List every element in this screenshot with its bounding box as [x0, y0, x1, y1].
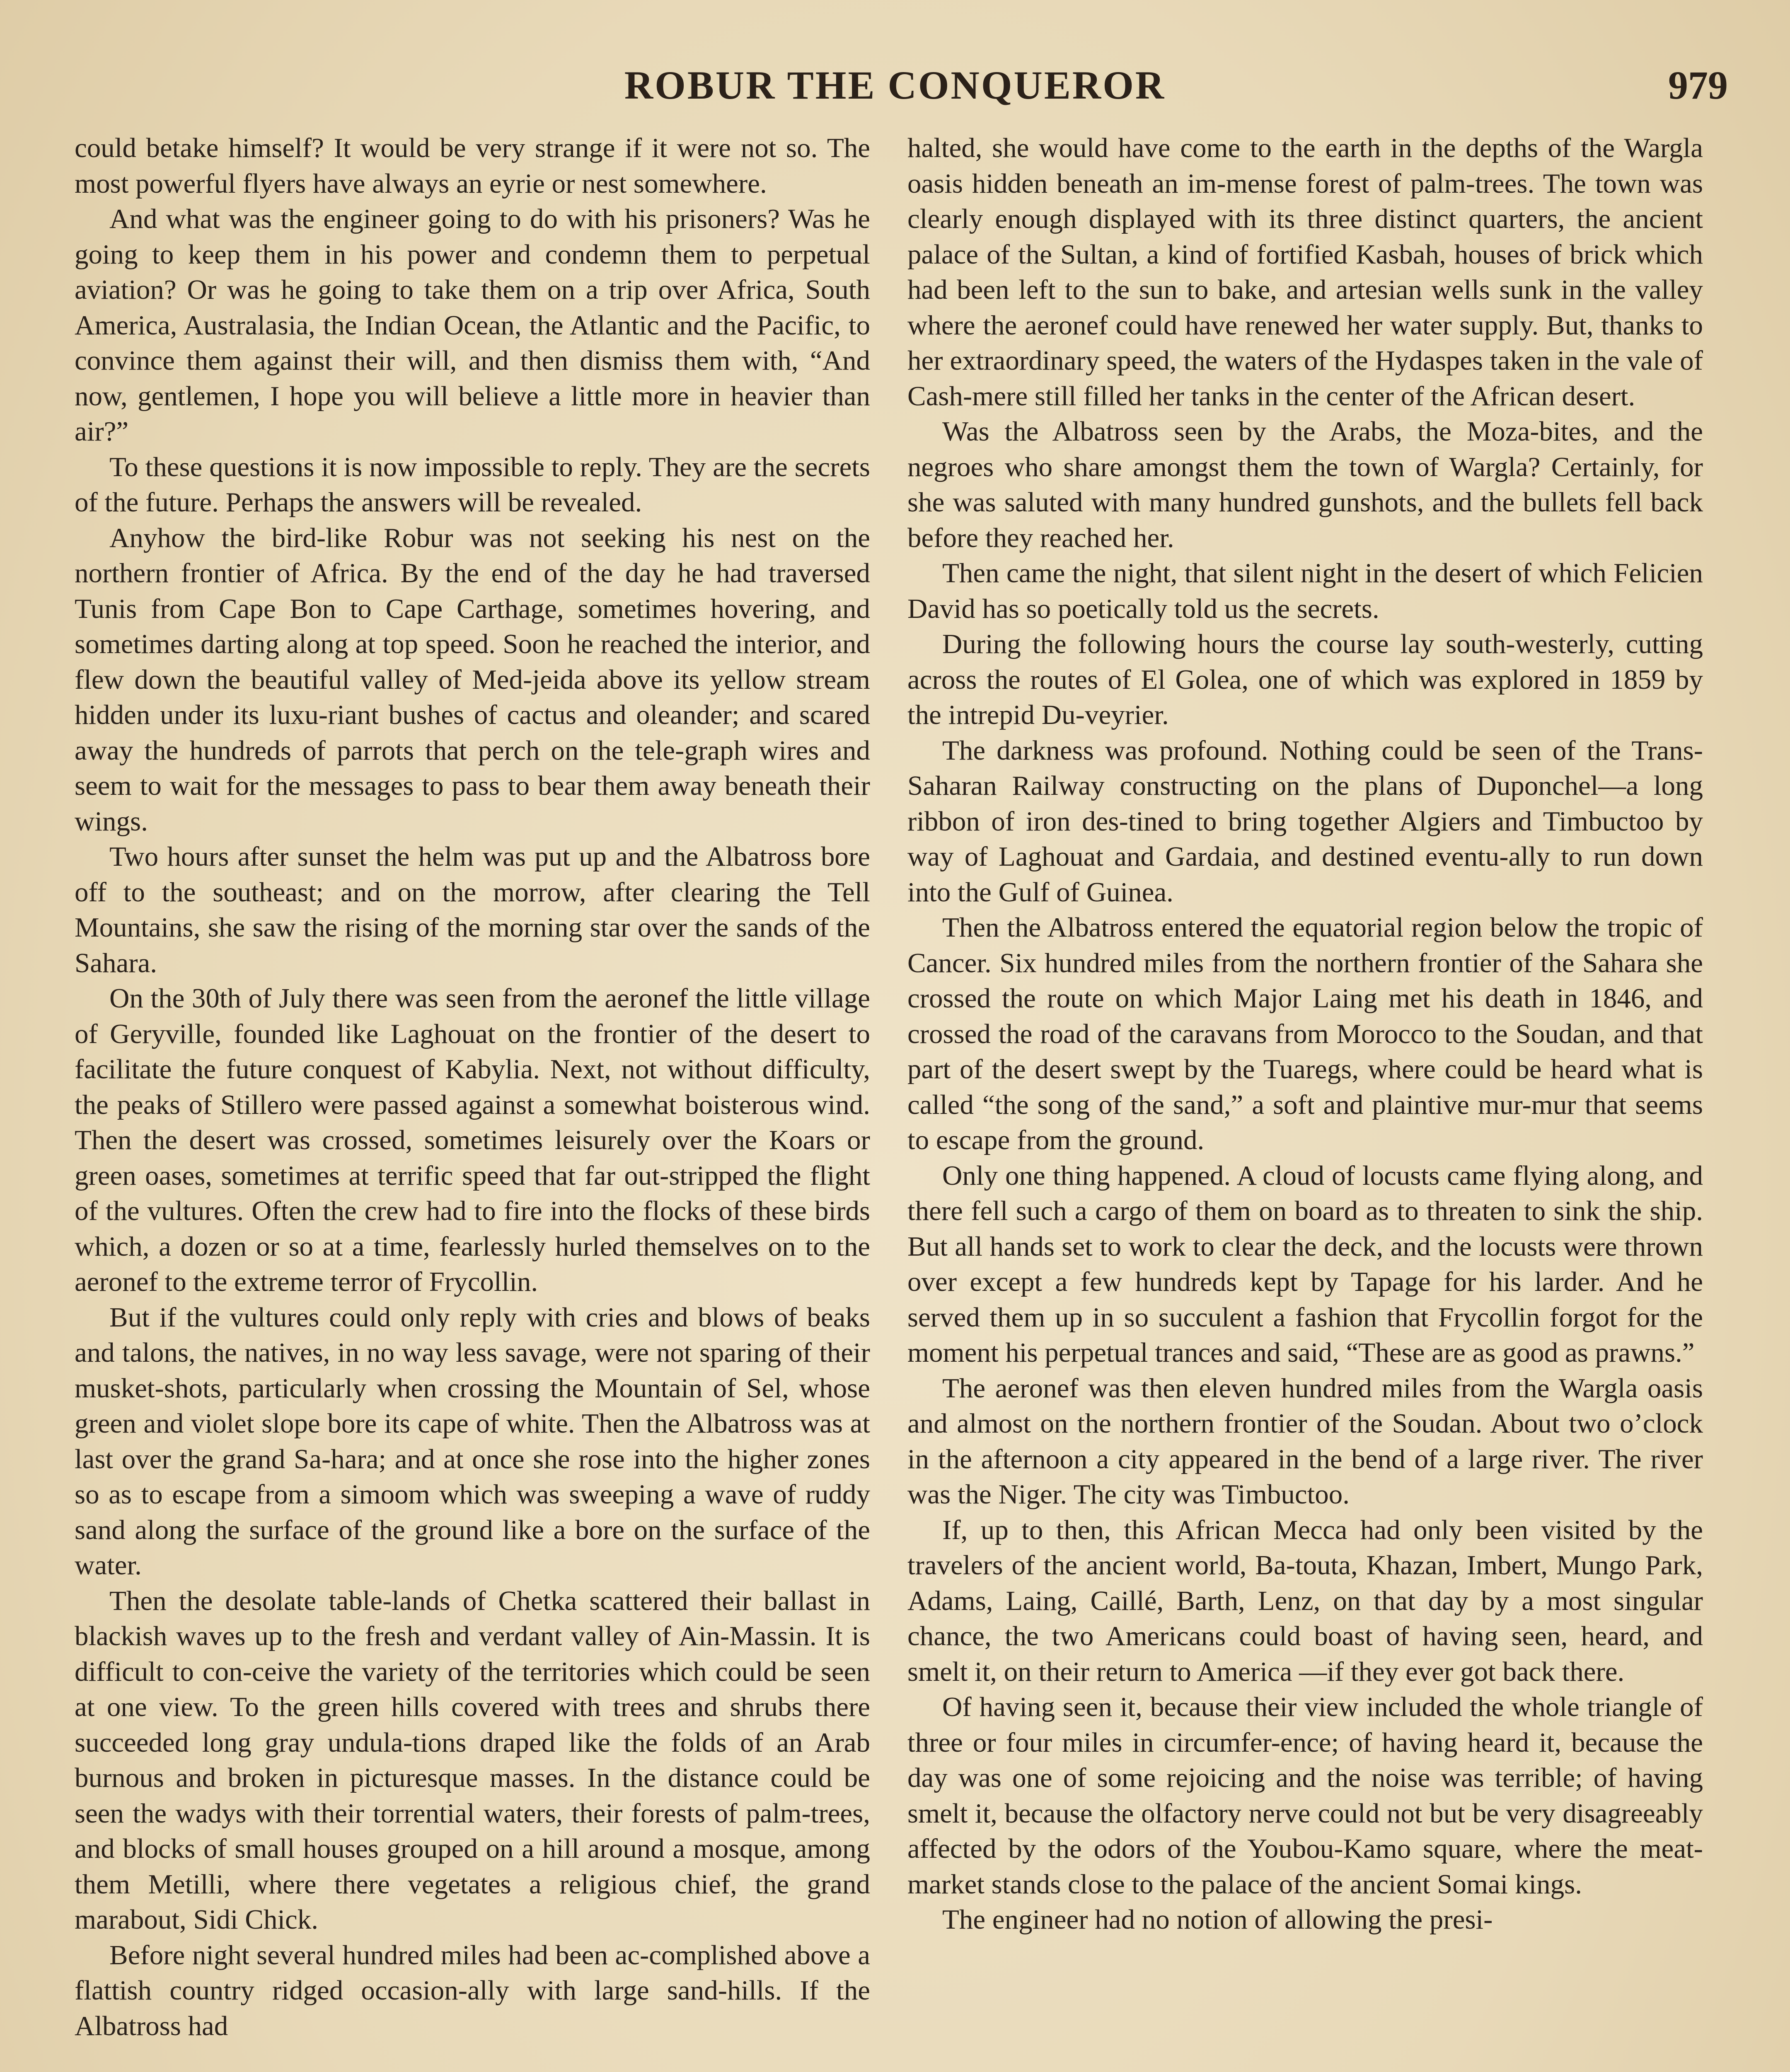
paragraph: On the 30th of July there was seen from the aeronef the little village of Geryville, founded like Laghouat on the frontier of the desert to facilitate the future conquest of Kabylia. Next, not without difficulty, the peaks of Stillero were passed against a somewhat boisterous wind. Then the desert was crossed, sometimes leisurely over the Koars or green oases, sometimes at terrific speed that far out-stripped the flight of the vultures. Often the crew had to fire into the flocks of these birds which, a dozen or so at a time, fearlessly hurled themselves on to the aeronef to the extreme terror of Frycollin. [75, 983, 870, 1297]
paragraph: Two hours after sunset the helm was put up and the Albatross bore off to the southeast; and on the morrow, after clearing the Tell Mountains, she saw the rising of the morning star over the sands of the Sahara. [75, 841, 870, 978]
paragraph: If, up to then, this African Mecca had only been visited by the travelers of the ancient world, Ba-touta, Khazan, Imbert, Mungo Park, Adams, Laing, Caillé, Barth, Lenz, on that day by a most singular chance, the two Americans could boast of having seen, heard, and smelt it, on their return to America —if they ever got back there. [907, 1514, 1703, 1687]
paragraph: Of having seen it, because their view included the whole triangle of three or four miles in circumfer-ence; of having heard it, because the day was one of some rejoicing and the noise was terrible; of having smelt it, because the olfactory nerve could not but be very disagreeably affected by the odors of the Youbou-Kamo square, where the meat-market stands close to the palace of the ancient Somai kings. [907, 1692, 1703, 1900]
page-number: 979 [1668, 63, 1728, 107]
right-column [907, 131, 1703, 1938]
paragraph: halted, she would have come to the earth in the depths of the Wargla oasis hidden beneath an im-mense forest of palm-trees. The town was clearly enough displayed with its three distinct quarters, the ancient palace of the Sultan, a kind of fortified Kasbah, houses of brick which had been left to the sun to bake, and artesian wells sunk in the valley where the aeronef could have renewed her water supply. But, thanks to her extraordinary speed, the waters of the Hydaspes taken in the vale of Cash-mere still filled her tanks in the center of the African desert. [907, 133, 1703, 411]
paragraph: And what was the engineer going to do with his prisoners? Was he going to keep them in his power and condemn them to perpetual aviation? Or was he going to take them on a trip over Africa, South America, Australasia, the Indian Ocean, the Atlantic and the Pacific, to convince them against their will, and then dismiss them with, “And now, gentlemen, I hope you will believe a little more in heavier than air?” [75, 203, 870, 447]
paragraph: Anyhow the bird-like Robur was not seeking his nest on the northern frontier of Africa. By the end of the day he had traversed Tunis from Cape Bon to Cape Carthage, sometimes hovering, and sometimes darting along at top speed. Soon he reached the interior, and flew down the beautiful valley of Med-jeida above its yellow stream hidden under its luxu-riant bushes of cactus and oleander; and scared away the hundreds of parrots that perch on the tele-graph wires and seem to wait for the messages to pass to bear them away beneath their wings. [75, 522, 870, 837]
paragraph: could betake himself? It would be very strange if it were not so. The most powerful flyers have always an eyrie or nest somewhere. [75, 133, 870, 199]
paragraph: Then came the night, that silent night in the desert of which Felicien David has so poetically told us the secrets. [907, 558, 1703, 624]
paragraph: The darkness was profound. Nothing could be seen of the Trans-Saharan Railway constructing on the plans of Duponchel—a long ribbon of iron des-tined to bring together Algiers and Timbuctoo by way of Laghouat and Gardaia, and destined eventu-ally to run down into the Gulf of Guinea. [907, 735, 1703, 908]
paragraph: Before night several hundred miles had been ac-complished above a flattish country ridged occasion-ally with large sand-hills. If the Albatross had [75, 1939, 870, 2041]
running-title: ROBUR THE CONQUEROR [624, 63, 1166, 107]
paragraph: The aeronef was then eleven hundred miles from the Wargla oasis and almost on the northern frontier of the Soudan. About two o’clock in the afternoon a city appeared in the bend of a large river. The river was the Niger. The city was Timbuctoo. [907, 1372, 1703, 1510]
paragraph: But if the vultures could only reply with cries and blows of beaks and talons, the natives, in no way less savage, were not sparing of their musket-shots, particularly when crossing the Mountain of Sel, whose green and violet slope bore its cape of white. Then the Albatross was at last over the grand Sa-hara; and at once she rose into the higher zones so as to escape from a simoom which was sweeping a wave of ruddy sand along the surface of the ground like a bore on the surface of the water. [75, 1302, 870, 1581]
running-header [0, 62, 1790, 120]
paragraph: Only one thing happened. A cloud of locusts came flying along, and there fell such a cargo of them on board as to threaten to sink the ship. But all hands set to work to clear the deck, and the locusts were thrown over except a few hundreds kept by Tapage for his larder. And he served them up in so succulent a fashion that Frycollin forgot for the moment his perpetual trances and said, “These are as good as prawns.” [907, 1160, 1703, 1368]
paragraph: Then the Albatross entered the equatorial region below the tropic of Cancer. Six hundred miles from the northern frontier of the Sahara she crossed the route on which Major Laing met his death in 1846, and crossed the road of the caravans from Morocco to the Soudan, and that part of the desert swept by the Tuaregs, where could be heard what is called “the song of the sand,” a soft and plaintive mur-mur that seems to escape from the ground. [907, 912, 1703, 1155]
paragraph: During the following hours the course lay south-westerly, cutting across the routes of El Golea, one of which was explored in 1859 by the intrepid Du-veyrier. [907, 629, 1703, 730]
left-column [75, 131, 870, 2044]
paragraph: The engineer had no notion of allowing the presi- [942, 1904, 1493, 1935]
paragraph: Then the desolate table-lands of Chetka scattered their ballast in blackish waves up to the fresh and verdant valley of Ain-Massin. It is difficult to con-ceive the variety of the territories which could be seen at one view. To the green hills covered with trees and shrubs there succeeded long gray undula-tions draped like the folds of an Arab burnous and broken in picturesque masses. In the distance could be seen the wadys with their torrential waters, their forests of palm-trees, and blocks of small houses grouped on a hill around a mosque, among them Metilli, where there vegetates a religious chief, the grand marabout, Sidi Chick. [75, 1585, 870, 1935]
paragraph: Was the Albatross seen by the Arabs, the Moza-bites, and the negroes who share amongst them the town of Wargla? Certainly, for she was saluted with many hundred gunshots, and the bullets fell back before they reached her. [907, 416, 1703, 553]
paragraph: To these questions it is now impossible to reply. They are the secrets of the future. Perhaps the answers will be revealed. [75, 451, 870, 518]
